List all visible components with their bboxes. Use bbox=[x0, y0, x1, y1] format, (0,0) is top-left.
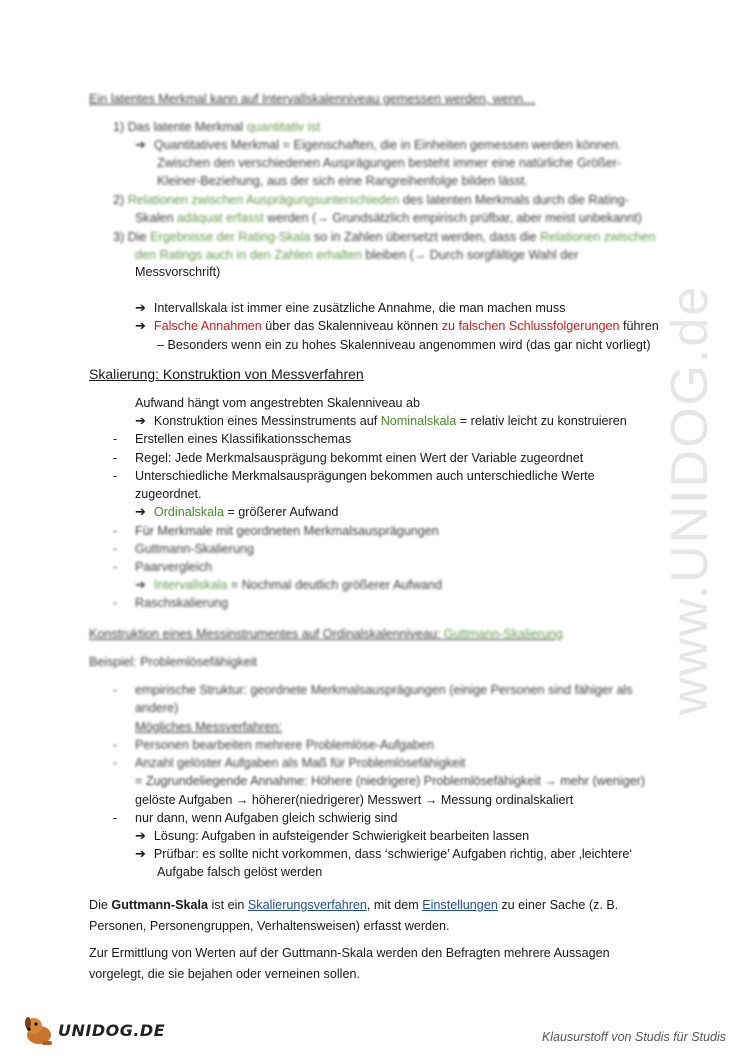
footer-tagline: Klausurstoff von Studis für Studis bbox=[541, 1030, 726, 1044]
link-skalierungsverfahren[interactable]: Skalierungsverfahren bbox=[247, 898, 367, 912]
arrow-item-intervallskala: ➔ Intervallskala ist immer eine zusätzliche Annahme, die man machen muss bbox=[135, 300, 566, 315]
blurred-mid-l5: - Raschskalierung bbox=[113, 596, 229, 610]
section-heading-skalierung: Skalierung: Konstruktion von Messverfahren bbox=[89, 366, 364, 382]
link-einstellungen[interactable]: Einstellungen bbox=[422, 898, 498, 912]
text-aufwand: Aufwand hängt vom angestrebten Skalenniveau ab bbox=[135, 396, 420, 410]
watermark: www.UNIDOG.de bbox=[661, 284, 719, 716]
arrow-item-pruefbar-line2: Aufgabe falsch gelöst werden bbox=[157, 865, 323, 879]
dash-item-klassifikation: - Erstellen eines Klassifikationsschemas bbox=[113, 432, 352, 446]
logo-text: UNIDOG.DE bbox=[58, 1020, 166, 1040]
arrow-item-konstruktion: ➔ Konstruktion eines Messinstruments auf Nominalskala = relativ leicht zu konstruieren bbox=[135, 413, 627, 428]
paragraph-ermittlung-line1: Zur Ermittlung von Werten auf der Guttmann-Skala werden den Befragten mehrere Aussagen bbox=[89, 946, 610, 960]
blurred-item-3: 3) Die Ergebnisse der Rating-Skala so in Zahlen übersetzt werden, dass die Relationen zwischen bbox=[113, 230, 656, 244]
blurred-item-1-line2: Zwischen den verschiedenen Ausprägungen besteht immer eine natürliche Größer- bbox=[157, 156, 622, 170]
arrow-item-pruefbar: ➔ Prüfbar: es sollte nicht vorkommen, dass ‘schwierige’ Aufgaben richtig, aber ‚leichtere‘ bbox=[135, 846, 633, 861]
text-messvorschrift: Messvorschrift) bbox=[135, 265, 221, 279]
blurred-item-2: 2) Relationen zwischen Ausprägungsunterschieden des latenten Merkmals durch die Rating- bbox=[113, 193, 629, 207]
blurred-item-1: 1) Das latente Merkmal quantitativ ist bbox=[113, 120, 321, 134]
blurred-mid-l4: ➔ Intervallskala = Nochmal deutlich größerer Aufwand bbox=[135, 577, 442, 592]
paragraph-ermittlung-line2: vorgelegt, die sie bejahen oder verneinen sollen. bbox=[89, 967, 360, 981]
dog-icon bbox=[22, 1013, 56, 1047]
blurred-heading: Ein latentes Merkmal kann auf Intervallskalenniveau gemessen werden, wenn… bbox=[89, 92, 536, 106]
blurred-heading-2: Konstruktion eines Messinstrumentes auf Ordinalskalenniveau: Guttmann-Skalierung bbox=[89, 627, 563, 641]
arrow-item-falsche-annahmen: ➔ Falsche Annahmen über das Skalenniveau können zu falschen Schlussfolgerungen führen bbox=[135, 318, 659, 333]
blurred-item-3-line2: den Ratings auch in den Zahlen erhalten bleiben (→ Durch sorgfältige Wahl der bbox=[135, 248, 579, 262]
arrow-item-falsche-annahmen-line2: – Besonders wenn ein zu hohes Skalenniveau angenommen wird (das gar nicht vorliegt) bbox=[157, 338, 651, 352]
blurred-b4: - Anzahl gelöster Aufgaben als Maß für Problemlösefähigkeit bbox=[113, 756, 466, 770]
paragraph-guttmann-line2: Personen, Personengruppen, Verhaltensweisen) erfasst werden. bbox=[89, 919, 450, 933]
blurred-b3: - Personen bearbeiten mehrere Problemlöse-Aufgaben bbox=[113, 738, 434, 752]
dash-item-regel: - Regel: Jede Merkmalsausprägung bekommt einen Wert der Variable zugeordnet bbox=[113, 451, 584, 465]
dash-item-nur-dann: - nur dann, wenn Aufgaben gleich schwierig sind bbox=[113, 811, 398, 825]
blurred-b1: - empirische Struktur: geordnete Merkmalsausprägungen (einige Personen sind fähiger als bbox=[113, 683, 633, 697]
blurred-b5: = Zugrundeliegende Annahme: Höhere (niedrigere) Problemlösefähigkeit → mehr (weniger) bbox=[135, 774, 645, 788]
blurred-beispiel: Beispiel: Problemlösefähigkeit bbox=[89, 655, 258, 669]
blurred-mid-l2: - Guttmann-Skalierung bbox=[113, 542, 255, 556]
blurred-mid-l1: - Für Merkmale mit geordneten Merkmalsausprägungen bbox=[113, 524, 439, 538]
unidog-logo bbox=[22, 1012, 165, 1048]
blurred-item-2-line2: Skalen adäquat erfasst werden (→ Grundsätzlich empirisch prüfbar, aber meist unbekannt) bbox=[135, 211, 642, 225]
dash-item-unterschiedliche: - Unterschiedliche Merkmalsausprägungen bekommen auch unterschiedliche Werte bbox=[113, 469, 595, 483]
dash-item-unterschiedliche-line2: zugeordnet. bbox=[135, 487, 202, 501]
arrow-item-ordinalskala: ➔ Ordinalskala = größerer Aufwand bbox=[135, 504, 339, 519]
paragraph-guttmann-line1: Die Guttmann-Skala ist ein Skalierungsverfahren, mit dem Einstellungen zu einer Sache (z. B. bbox=[89, 898, 619, 912]
arrow-item-loesung: ➔ Lösung: Aufgaben in aufsteigender Schwierigkeit bearbeiten lassen bbox=[135, 828, 530, 843]
blurred-mid-l3: - Paarvergleich bbox=[113, 560, 213, 574]
blurred-item-1-arrow: ➔ Quantitatives Merkmal = Eigenschaften, die in Einheiten gemessen werden können. bbox=[135, 137, 622, 152]
blurred-b1-line2: andere) bbox=[135, 701, 179, 715]
blurred-b2: Mögliches Messverfahren: bbox=[135, 720, 282, 734]
text-geloeste-aufgaben: gelöste Aufgaben → höherer(niedrigerer) Messwert → Messung ordinalskaliert bbox=[135, 793, 574, 807]
blurred-item-1-line3: Kleiner-Beziehung, aus der sich eine Rangreihenfolge bilden lässt. bbox=[157, 174, 529, 188]
